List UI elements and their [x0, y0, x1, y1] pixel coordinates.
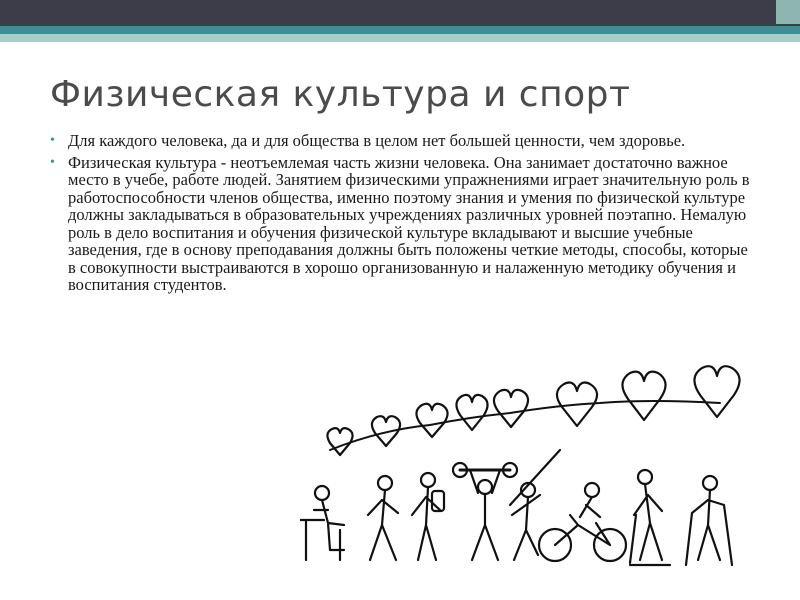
slide-body	[50, 132, 755, 298]
header-band	[0, 0, 800, 26]
heart-icon	[622, 372, 665, 420]
student-at-desk-figure	[300, 486, 344, 560]
bullet-list	[50, 132, 755, 294]
javelin-thrower-figure	[510, 450, 560, 560]
bullet-item	[50, 154, 755, 294]
header-light-band	[0, 34, 800, 42]
bullet-text: Для каждого человека, да и для общества в целом нет большей ценности, чем здоровье.	[68, 131, 686, 150]
skier-figure	[630, 470, 670, 565]
header-corner-block	[776, 0, 800, 24]
walking-figure	[368, 476, 398, 560]
hiker-figure	[412, 473, 444, 560]
bullet-item	[50, 132, 755, 150]
walker-with-poles-figure	[686, 476, 732, 565]
sports-heart-illustration	[300, 365, 760, 570]
slide-title: Физическая культура и спорт	[50, 74, 631, 115]
heart-icon	[416, 404, 447, 437]
bullet-text: Физическая культура - неотъемлемая часть жизни человека. Она занимает достаточно важное место в учебе, работе людей. Занятием физическими упражнениями играет значительную роль в работоспособности членов общества, именно поэтому знания и умения по физической культуре должны закладываться в образовательных учреждениях различных уровней поэтапно. Немалую роль в дело воспитания и обучения физической культуре вкладывают и высшие учебные заведения, где в основу преподавания должны быть положены четкие методы, способы, которые в совокупности выстраиваются в хорошо организованную и налаженную методику обучения и воспитания студентов.	[68, 152, 750, 294]
bullet-icon: •	[50, 154, 55, 170]
weightlifter-figure	[453, 463, 517, 560]
heart-icon	[456, 395, 487, 430]
heart-icon	[494, 390, 528, 427]
cyclist-figure	[539, 483, 626, 561]
heart-icon	[694, 366, 739, 417]
header-accent-band	[0, 26, 800, 34]
bullet-icon: •	[50, 133, 55, 148]
heart-icon	[327, 428, 352, 455]
